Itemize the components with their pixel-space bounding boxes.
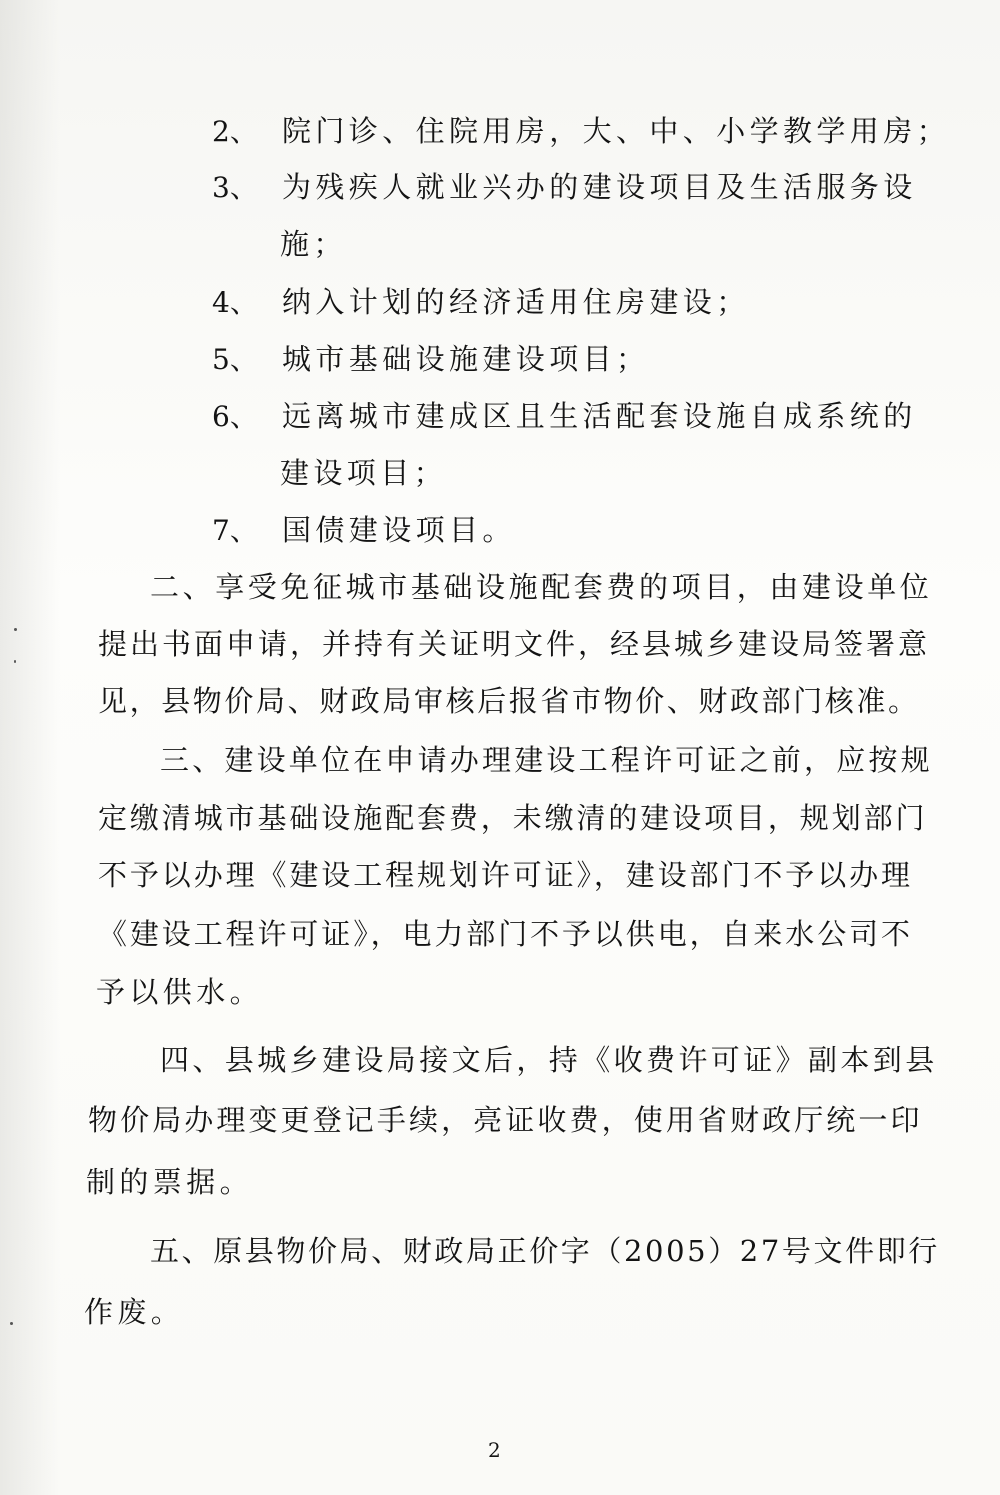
list-item-number: 4、 bbox=[212, 286, 258, 319]
paragraph-line: 《建设工程许可证》，电力部门不予以供电，自来水公司不 bbox=[98, 917, 913, 951]
paragraph-line: 物价局办理变更登记手续，亮证收费，使用省财政厅统一印 bbox=[88, 1103, 923, 1137]
paragraph-line: 作废。 bbox=[84, 1295, 185, 1329]
paragraph-line: 定缴清城市基础设施配套费，未缴清的建设项目，规划部门 bbox=[98, 801, 928, 835]
list-item-number: 5、 bbox=[212, 343, 258, 376]
paragraph-line: 不予以办理《建设工程规划许可证》，建设部门不予以办理 bbox=[98, 858, 913, 892]
paragraph-line: 二、享受免征城市基础设施配套费的项目，由建设单位 bbox=[150, 570, 933, 604]
list-item-text: 国债建设项目。 bbox=[282, 513, 516, 547]
page-number: 2 bbox=[488, 1438, 501, 1462]
list-item-number: 6、 bbox=[212, 400, 258, 433]
list-item-text: 施； bbox=[280, 227, 347, 261]
list-item-text: 院门诊、住院用房，大、中、小学教学用房； bbox=[282, 114, 951, 148]
list-item-text: 城市基础设施建设项目； bbox=[282, 342, 650, 376]
paragraph-line: 制的票据。 bbox=[86, 1165, 254, 1199]
list-item-number: 7、 bbox=[212, 514, 258, 547]
paragraph-line: 五、原县物价局、财政局正价字（2005）27号文件即行 bbox=[150, 1234, 940, 1268]
paragraph-line: 提出书面申请，并持有关证明文件，经县城乡建设局签署意 bbox=[98, 627, 931, 661]
paragraph-line: 四、县城乡建设局接文后，持《收费许可证》副本到县 bbox=[160, 1043, 938, 1077]
scan-speck bbox=[10, 1322, 13, 1325]
paragraph-line: 见，县物价局、财政局审核后报省市物价、财政部门核准。 bbox=[98, 684, 920, 718]
list-item-text: 纳入计划的经济适用住房建设； bbox=[282, 285, 750, 319]
list-item-text: 为残疾人就业兴办的建设项目及生活服务设 bbox=[282, 170, 917, 204]
list-item-number: 3、 bbox=[212, 171, 258, 204]
list-item-text: 建设项目； bbox=[280, 456, 448, 490]
list-item-number: 2、 bbox=[212, 115, 258, 148]
paragraph-line: 予以供水。 bbox=[96, 975, 264, 1009]
scan-speck bbox=[14, 660, 16, 663]
scan-speck bbox=[14, 628, 17, 631]
list-item-text: 远离城市建成区且生活配套设施自成系统的 bbox=[282, 399, 917, 433]
paragraph-line: 三、建设单位在申请办理建设工程许可证之前，应按规 bbox=[160, 743, 933, 777]
